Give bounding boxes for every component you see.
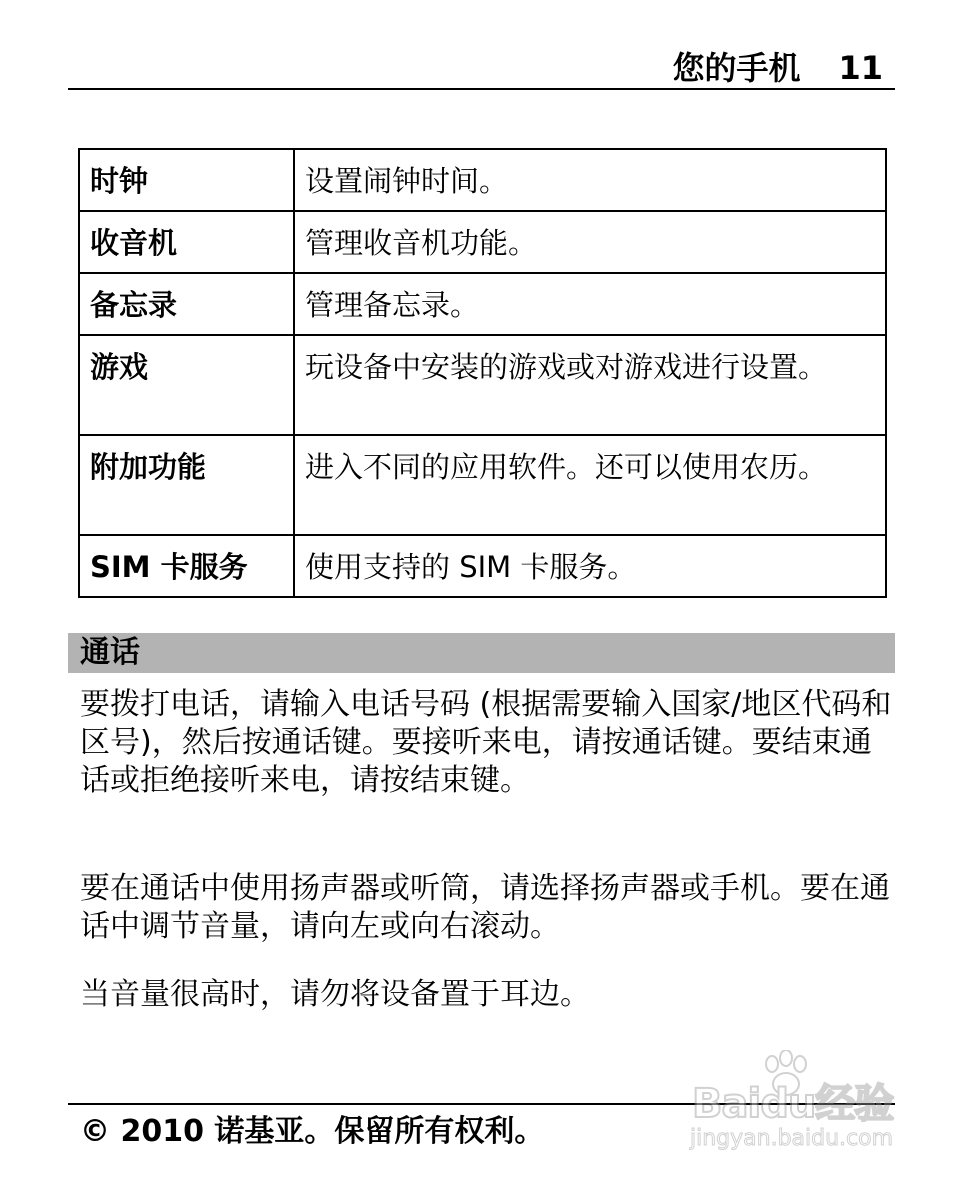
page-header — [68, 48, 895, 90]
feature-name: 备忘录 — [79, 273, 294, 335]
feature-name: SIM 卡服务 — [79, 535, 294, 597]
feature-table — [78, 148, 887, 598]
paragraph-speaker: 要在通话中使用扬声器或听筒，请选择扬声器或手机。要在通话中调节音量，请向左或向右滚动。 — [80, 871, 890, 944]
table-row — [79, 335, 886, 435]
feature-desc: 管理收音机功能。 — [294, 211, 886, 273]
feature-name: 游戏 — [79, 335, 294, 435]
table-row — [79, 211, 886, 273]
watermark-brand: Baidu经验 — [692, 1081, 894, 1127]
paragraph-warning: 当音量很高时，请勿将设备置于耳边。 — [80, 977, 590, 1012]
feature-desc: 进入不同的应用软件。还可以使用农历。 — [294, 435, 886, 535]
page-number: 11 — [838, 49, 883, 87]
feature-desc: 设置闹钟时间。 — [294, 149, 886, 211]
section-heading: 通话 — [68, 633, 895, 673]
feature-name: 时钟 — [79, 149, 294, 211]
copyright-text: © 2010 诺基亚。保留所有权利。 — [80, 1114, 545, 1149]
header-right — [672, 48, 883, 88]
watermark-url: jingyan.baidu.com — [690, 1126, 894, 1151]
paragraph-dial: 要拨打电话，请输入电话号码 (根据需要输入国家/地区代码和区号)，然后按通话键。要接听来电，请按通话键。要结束通话或拒绝接听来电，请按结束键。 — [80, 687, 892, 798]
table-row — [79, 435, 886, 535]
feature-desc: 玩设备中安装的游戏或对游戏进行设置。 — [294, 335, 886, 435]
table-row — [79, 273, 886, 335]
feature-name: 附加功能 — [79, 435, 294, 535]
table-row — [79, 535, 886, 597]
feature-desc: 管理备忘录。 — [294, 273, 886, 335]
chapter-title: 您的手机 — [672, 49, 801, 87]
feature-name: 收音机 — [79, 211, 294, 273]
feature-desc: 使用支持的 SIM 卡服务。 — [294, 535, 886, 597]
table-row — [79, 149, 886, 211]
baidu-watermark — [684, 1050, 914, 1160]
